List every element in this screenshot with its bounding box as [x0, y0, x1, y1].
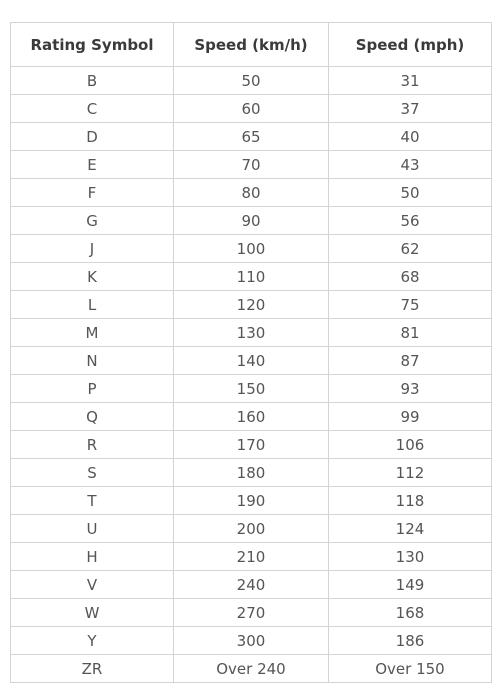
cell-speed-mph: 93: [329, 375, 492, 403]
cell-speed-mph: 124: [329, 515, 492, 543]
table-row: [11, 487, 492, 515]
table-row: [11, 123, 492, 151]
cell-rating-symbol: D: [11, 123, 174, 151]
cell-speed-kmh: 65: [174, 123, 329, 151]
cell-speed-kmh: 180: [174, 459, 329, 487]
cell-speed-kmh: 160: [174, 403, 329, 431]
cell-rating-symbol: E: [11, 151, 174, 179]
cell-speed-mph: 130: [329, 543, 492, 571]
cell-speed-kmh: 70: [174, 151, 329, 179]
cell-speed-kmh: 190: [174, 487, 329, 515]
cell-speed-kmh: 110: [174, 263, 329, 291]
cell-rating-symbol: ZR: [11, 655, 174, 683]
cell-speed-kmh: Over 240: [174, 655, 329, 683]
cell-speed-mph: 31: [329, 67, 492, 95]
table-row: [11, 67, 492, 95]
cell-speed-mph: 118: [329, 487, 492, 515]
table-row: [11, 235, 492, 263]
cell-rating-symbol: F: [11, 179, 174, 207]
table-row: [11, 571, 492, 599]
cell-speed-kmh: 50: [174, 67, 329, 95]
cell-rating-symbol: V: [11, 571, 174, 599]
cell-speed-mph: 37: [329, 95, 492, 123]
cell-speed-mph: 112: [329, 459, 492, 487]
cell-speed-mph: 56: [329, 207, 492, 235]
cell-speed-kmh: 100: [174, 235, 329, 263]
table-row: [11, 459, 492, 487]
cell-rating-symbol: C: [11, 95, 174, 123]
cell-speed-kmh: 270: [174, 599, 329, 627]
cell-speed-mph: 50: [329, 179, 492, 207]
cell-rating-symbol: Y: [11, 627, 174, 655]
cell-rating-symbol: S: [11, 459, 174, 487]
speed-rating-table-container: [10, 22, 491, 683]
cell-speed-mph: 62: [329, 235, 492, 263]
table-row: [11, 375, 492, 403]
cell-speed-mph: 75: [329, 291, 492, 319]
table-row: [11, 291, 492, 319]
cell-speed-mph: 99: [329, 403, 492, 431]
header-speed-kmh: Speed (km/h): [174, 23, 329, 67]
cell-speed-kmh: 140: [174, 347, 329, 375]
header-rating-symbol: Rating Symbol: [11, 23, 174, 67]
table-row: [11, 431, 492, 459]
table-row: [11, 599, 492, 627]
table-row: [11, 319, 492, 347]
cell-rating-symbol: L: [11, 291, 174, 319]
cell-speed-kmh: 90: [174, 207, 329, 235]
header-row: [11, 23, 492, 67]
cell-speed-mph: Over 150: [329, 655, 492, 683]
cell-speed-mph: 87: [329, 347, 492, 375]
cell-speed-mph: 149: [329, 571, 492, 599]
cell-speed-mph: 168: [329, 599, 492, 627]
cell-rating-symbol: Q: [11, 403, 174, 431]
cell-speed-mph: 81: [329, 319, 492, 347]
cell-rating-symbol: K: [11, 263, 174, 291]
table-row: [11, 207, 492, 235]
cell-rating-symbol: U: [11, 515, 174, 543]
cell-rating-symbol: N: [11, 347, 174, 375]
table-row: [11, 151, 492, 179]
cell-rating-symbol: M: [11, 319, 174, 347]
table-row: [11, 347, 492, 375]
table-row: [11, 263, 492, 291]
cell-speed-kmh: 170: [174, 431, 329, 459]
cell-speed-kmh: 120: [174, 291, 329, 319]
header-speed-mph: Speed (mph): [329, 23, 492, 67]
cell-rating-symbol: G: [11, 207, 174, 235]
cell-speed-kmh: 200: [174, 515, 329, 543]
cell-rating-symbol: P: [11, 375, 174, 403]
cell-rating-symbol: H: [11, 543, 174, 571]
cell-speed-mph: 186: [329, 627, 492, 655]
table-body: [11, 67, 492, 683]
table-row: [11, 403, 492, 431]
cell-rating-symbol: J: [11, 235, 174, 263]
table-header: [11, 23, 492, 67]
cell-speed-mph: 40: [329, 123, 492, 151]
table-row: [11, 515, 492, 543]
cell-speed-kmh: 60: [174, 95, 329, 123]
cell-rating-symbol: R: [11, 431, 174, 459]
cell-speed-mph: 43: [329, 151, 492, 179]
table-row: [11, 627, 492, 655]
table-row: [11, 543, 492, 571]
cell-speed-kmh: 150: [174, 375, 329, 403]
cell-speed-kmh: 130: [174, 319, 329, 347]
cell-speed-kmh: 80: [174, 179, 329, 207]
speed-rating-table: [10, 22, 492, 683]
cell-speed-kmh: 210: [174, 543, 329, 571]
cell-rating-symbol: B: [11, 67, 174, 95]
table-row: [11, 179, 492, 207]
cell-rating-symbol: W: [11, 599, 174, 627]
table-row: [11, 95, 492, 123]
cell-speed-kmh: 240: [174, 571, 329, 599]
cell-speed-mph: 106: [329, 431, 492, 459]
cell-speed-mph: 68: [329, 263, 492, 291]
cell-speed-kmh: 300: [174, 627, 329, 655]
cell-rating-symbol: T: [11, 487, 174, 515]
table-row: [11, 655, 492, 683]
